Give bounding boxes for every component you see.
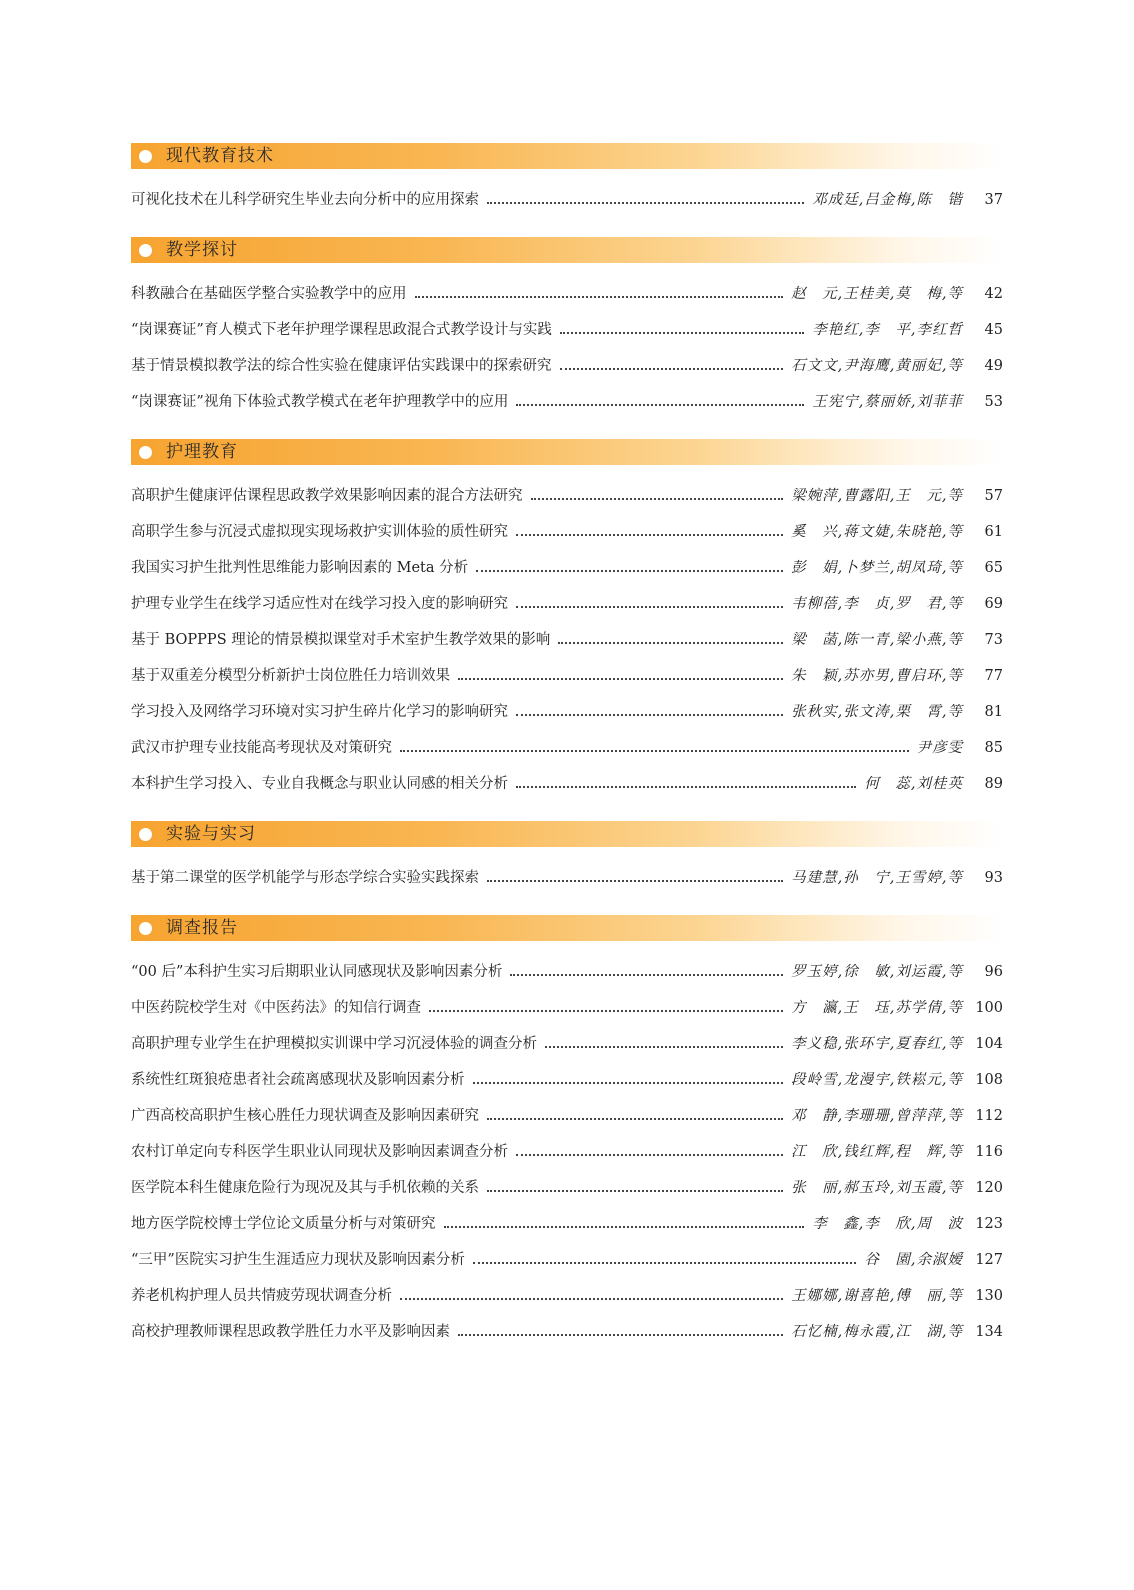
page-number: 127 [975, 1252, 1003, 1268]
toc-entry[interactable] [131, 739, 1003, 775]
toc-entry[interactable] [131, 487, 1003, 523]
toc-entry[interactable] [131, 775, 1003, 811]
dot-leader [476, 570, 783, 572]
toc-entry[interactable] [131, 963, 1003, 999]
page-number: 81 [984, 704, 1003, 720]
dot-leader [400, 1298, 783, 1300]
article-authors: 王娜娜,谢喜艳,傅 丽,等 [791, 1288, 963, 1304]
section-title: 调查报告 [166, 918, 238, 938]
section-header [131, 821, 1003, 847]
page-number: 100 [975, 1000, 1003, 1016]
article-title: 本科护生学习投入、专业自我概念与职业认同感的相关分析 [131, 776, 508, 792]
page-number: 65 [984, 560, 1003, 576]
article-authors: 邓 静,李珊珊,曾萍萍,等 [791, 1108, 963, 1124]
toc-entry[interactable] [131, 1107, 1003, 1143]
dot-leader [487, 1190, 783, 1192]
page-number: 89 [984, 776, 1003, 792]
article-authors: 韦柳蓓,李 贞,罗 君,等 [791, 596, 963, 612]
dot-leader [458, 1334, 783, 1336]
article-title: 医学院本科生健康危险行为现况及其与手机依赖的关系 [131, 1180, 479, 1196]
page-number: 116 [975, 1144, 1003, 1160]
dot-leader [487, 880, 783, 882]
article-authors: 李义稳,张环宇,夏春红,等 [791, 1036, 963, 1052]
page-number: 96 [984, 964, 1003, 980]
entry-list [131, 285, 1003, 429]
article-title: “三甲”医院实习护生生涯适应力现状及影响因素分析 [131, 1252, 465, 1268]
section-title: 教学探讨 [166, 240, 238, 260]
toc-entry[interactable] [131, 1143, 1003, 1179]
toc-entry[interactable] [131, 667, 1003, 703]
article-authors: 何 蕊,刘桂英 [864, 776, 963, 792]
article-title: 武汉市护理专业技能高考现状及对策研究 [131, 740, 392, 756]
article-authors: 段岭雪,龙漫宇,铁崧元,等 [791, 1072, 963, 1088]
dot-leader [558, 642, 783, 644]
article-authors: 李艳红,李 平,李红哲 [812, 322, 963, 338]
toc-entry[interactable] [131, 1035, 1003, 1071]
article-title: 广西高校高职护生核心胜任力现状调查及影响因素研究 [131, 1108, 479, 1124]
toc-entry[interactable] [131, 1251, 1003, 1287]
page-number: 45 [984, 322, 1003, 338]
article-title: “00 后”本科护生实习后期职业认同感现状及影响因素分析 [131, 964, 503, 980]
article-authors: 李 鑫,李 欣,周 波 [812, 1216, 963, 1232]
toc-entry[interactable] [131, 1215, 1003, 1251]
article-title: 高职护理专业学生在护理模拟实训课中学习沉浸体验的调查分析 [131, 1036, 537, 1052]
article-authors: 谷 園,余淑嫒 [864, 1252, 963, 1268]
article-title: “岗课赛证”视角下体验式教学模式在老年护理教学中的应用 [131, 394, 509, 410]
article-authors: 马建慧,孙 宁,王雪婷,等 [791, 870, 963, 886]
dot-leader [516, 1154, 783, 1156]
bullet-dot-icon [139, 446, 152, 459]
article-title: 可视化技术在儿科学研究生毕业去向分析中的应用探索 [131, 192, 479, 208]
toc-entry[interactable] [131, 1323, 1003, 1359]
dot-leader [487, 202, 804, 204]
entry-list [131, 869, 1003, 905]
article-authors: 江 欣,钱红辉,程 辉,等 [791, 1144, 963, 1160]
dot-leader [400, 750, 909, 752]
section-header [131, 237, 1003, 263]
page-number: 69 [984, 596, 1003, 612]
article-authors: 石忆楠,梅永霞,江 湖,等 [791, 1324, 963, 1340]
article-title: 基于第二课堂的医学机能学与形态学综合实验实践探索 [131, 870, 479, 886]
article-title: 中医药院校学生对《中医药法》的知信行调查 [131, 1000, 421, 1016]
dot-leader [516, 606, 783, 608]
dot-leader [545, 1046, 783, 1048]
page-number: 37 [984, 192, 1003, 208]
entry-list [131, 487, 1003, 811]
dot-leader [531, 498, 784, 500]
page-number: 108 [975, 1072, 1003, 1088]
section-title: 实验与实习 [166, 824, 256, 844]
article-title: 高职护生健康评估课程思政教学效果影响因素的混合方法研究 [131, 488, 523, 504]
page-number: 53 [984, 394, 1003, 410]
dot-leader [429, 1010, 783, 1012]
dot-leader [560, 332, 804, 334]
dot-leader [516, 714, 783, 716]
dot-leader [473, 1082, 784, 1084]
toc-entry[interactable] [131, 999, 1003, 1035]
page-number: 104 [975, 1036, 1003, 1052]
entry-list [131, 191, 1003, 227]
page-number: 130 [975, 1288, 1003, 1304]
dot-leader [415, 296, 784, 298]
page-number: 49 [984, 358, 1003, 374]
section-survey-reports [131, 915, 1003, 1359]
article-authors: 奚 兴,蒋文婕,朱晓艳,等 [791, 524, 963, 540]
page-number: 112 [975, 1108, 1003, 1124]
toc-entry[interactable] [131, 393, 1003, 429]
section-header [131, 143, 1003, 169]
page-number: 120 [975, 1180, 1003, 1196]
bullet-dot-icon [139, 922, 152, 935]
page-number: 61 [984, 524, 1003, 540]
article-authors: 罗玉婷,徐 敏,刘运霞,等 [791, 964, 963, 980]
article-authors: 梁婉萍,曹露阳,王 元,等 [791, 488, 963, 504]
article-authors: 王宪宁,蔡丽娇,刘菲菲 [812, 394, 963, 410]
article-title: 地方医学院校博士学位论文质量分析与对策研究 [131, 1216, 436, 1232]
toc-entry[interactable] [131, 1071, 1003, 1107]
bullet-dot-icon [139, 244, 152, 257]
article-title: 学习投入及网络学习环境对实习护生碎片化学习的影响研究 [131, 704, 508, 720]
dot-leader [516, 534, 783, 536]
section-header [131, 439, 1003, 465]
section-title: 护理教育 [166, 442, 238, 462]
article-authors: 朱 颖,苏亦男,曹启环,等 [791, 668, 963, 684]
bullet-dot-icon [139, 828, 152, 841]
page-number: 42 [984, 286, 1003, 302]
article-title: 农村订单定向专科医学生职业认同现状及影响因素调查分析 [131, 1144, 508, 1160]
article-authors: 邓成廷,吕金梅,陈 锴 [812, 192, 963, 208]
section-teaching-discussion [131, 237, 1003, 429]
page-number: 134 [975, 1324, 1003, 1340]
toc-entry[interactable] [131, 869, 1003, 905]
page-number: 85 [984, 740, 1003, 756]
dot-leader [444, 1226, 805, 1228]
dot-leader [458, 678, 783, 680]
article-authors: 张秋实,张文涛,栗 霄,等 [791, 704, 963, 720]
toc-entry[interactable] [131, 321, 1003, 357]
article-authors: 方 瀛,王 珏,苏学倩,等 [791, 1000, 963, 1016]
page-number: 123 [975, 1216, 1003, 1232]
toc-entry[interactable] [131, 703, 1003, 739]
dot-leader [560, 368, 784, 370]
article-title: 基于双重差分模型分析新护士岗位胜任力培训效果 [131, 668, 450, 684]
page-number: 57 [984, 488, 1003, 504]
article-authors: 赵 元,王桂美,莫 梅,等 [791, 286, 963, 302]
section-modern-education-technology [131, 143, 1003, 227]
section-nursing-education [131, 439, 1003, 811]
toc-entry[interactable] [131, 191, 1003, 227]
dot-leader [516, 786, 856, 788]
article-title: 基于情景模拟教学法的综合性实验在健康评估实践课中的探索研究 [131, 358, 552, 374]
entry-list [131, 963, 1003, 1359]
toc-entry[interactable] [131, 357, 1003, 393]
page-number: 93 [984, 870, 1003, 886]
page-number: 73 [984, 632, 1003, 648]
article-authors: 尹彦雯 [916, 740, 963, 756]
toc-entry[interactable] [131, 523, 1003, 559]
section-title: 现代教育技术 [166, 146, 274, 166]
toc-entry[interactable] [131, 631, 1003, 667]
article-title: 养老机构护理人员共情疲劳现状调查分析 [131, 1288, 392, 1304]
dot-leader [516, 404, 804, 406]
article-title: 科教融合在基础医学整合实验教学中的应用 [131, 286, 407, 302]
article-title: “岗课赛证”育人模式下老年护理学课程思政混合式教学设计与实践 [131, 322, 552, 338]
article-title: 我国实习护生批判性思维能力影响因素的 Meta 分析 [131, 560, 469, 576]
article-title: 基于 BOPPPS 理论的情景模拟课堂对手术室护生教学效果的影响 [131, 632, 551, 648]
article-title: 高职学生参与沉浸式虚拟现实现场救护实训体验的质性研究 [131, 524, 508, 540]
dot-leader [510, 974, 783, 976]
toc-entry[interactable] [131, 285, 1003, 321]
article-title: 高校护理教师课程思政教学胜任力水平及影响因素 [131, 1324, 450, 1340]
table-of-contents [131, 143, 1003, 1359]
article-authors: 张 丽,郝玉玲,刘玉霞,等 [791, 1180, 963, 1196]
article-title: 系统性红斑狼疮患者社会疏离感现状及影响因素分析 [131, 1072, 465, 1088]
article-title: 护理专业学生在线学习适应性对在线学习投入度的影响研究 [131, 596, 508, 612]
bullet-dot-icon [139, 150, 152, 163]
dot-leader [473, 1262, 857, 1264]
toc-entry[interactable] [131, 559, 1003, 595]
section-header [131, 915, 1003, 941]
section-experiments-and-internship [131, 821, 1003, 905]
article-authors: 梁 菡,陈一青,梁小燕,等 [791, 632, 963, 648]
article-authors: 石文文,尹海鹰,黄丽妃,等 [791, 358, 963, 374]
toc-entry[interactable] [131, 1179, 1003, 1215]
article-authors: 彭 娟,卜梦兰,胡凤琦,等 [791, 560, 963, 576]
dot-leader [487, 1118, 783, 1120]
page-number: 77 [984, 668, 1003, 684]
toc-entry[interactable] [131, 1287, 1003, 1323]
toc-entry[interactable] [131, 595, 1003, 631]
